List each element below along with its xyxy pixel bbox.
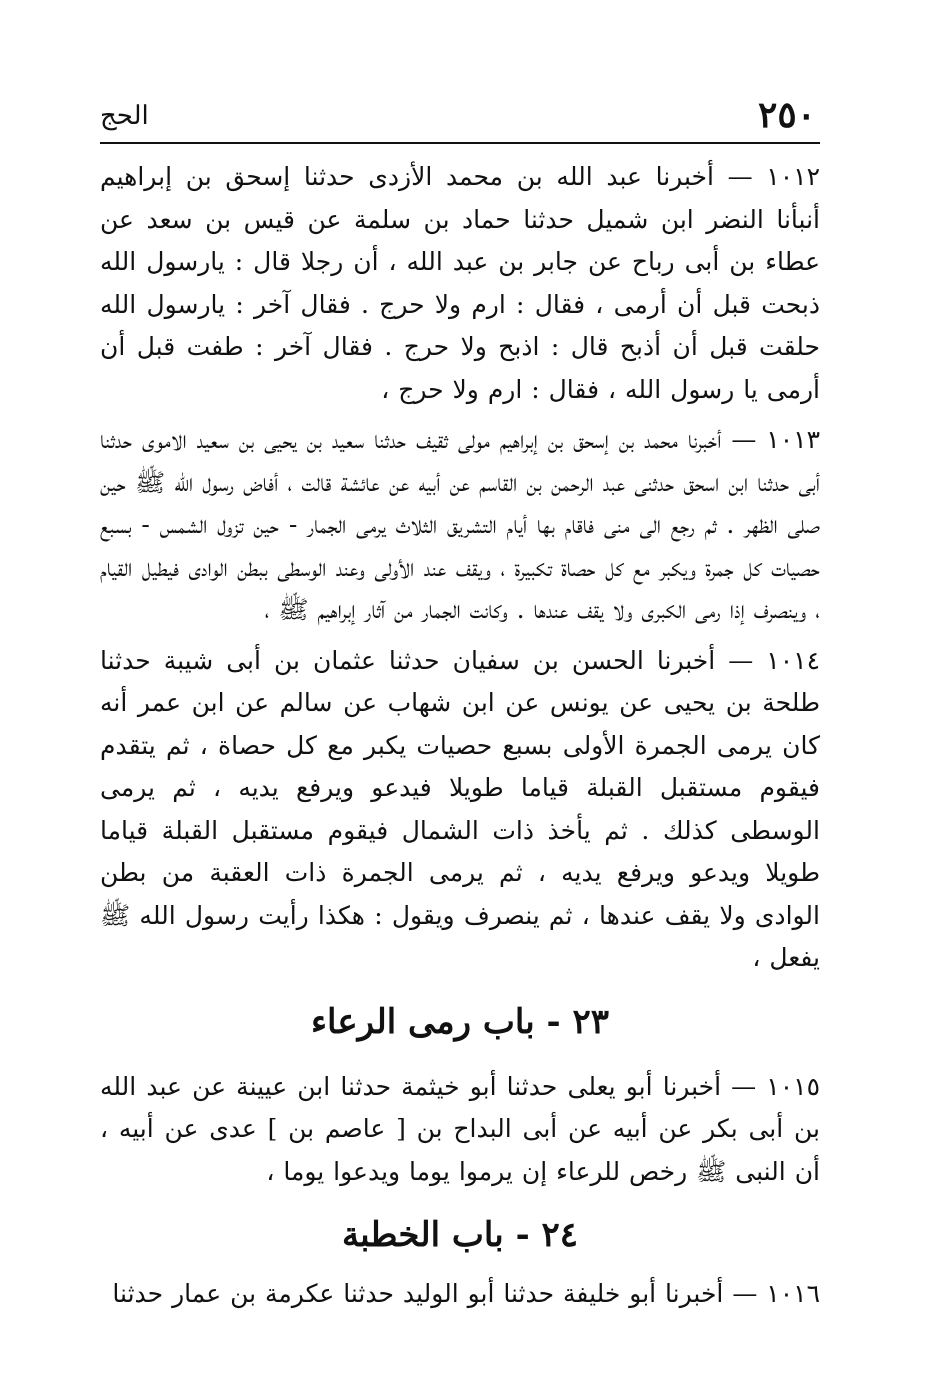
running-head: الحج: [100, 101, 149, 131]
chapter-title-24: ٢٤ - باب الخطبة: [341, 1215, 579, 1255]
page-number: ٢٥٠: [757, 94, 816, 136]
page-header: [100, 92, 820, 144]
hadith-1015: ١٠١٥ — أخبرنا أبو يعلى حدثنا أبو خيثمة حدثنا ابن عيينة عن عبد الله بن أبى بكر عن أبيه عن أبى البداح بن [ عاصم بن ] عدى عن أبيه ، أن النبى ﷺ رخص للرعاء إن يرموا يوما ويدعوا يوما ،: [100, 1071, 820, 1186]
hadith-1013: ١٠١٣ — أخبرنا محمد بن إسحق بن إبراهيم مولى ثقيف حدثنا سعيد بن يحيى بن سعيد الاموى حدثنا أبى حدثنا ابن اسحق حدثنى عبد الرحمن بن القاسم عن أبيه عن عائشة قالت ، أفاض رسول الله ﷺ حين صلى الظهر . ثم رجع الى منى فاقام بها أيام التشريق الثلاث يرمى الجمار - حين تزول الشمس - بسبع حصيات كل جمرة ويكبر مع كل حصاة تكبيرة ، ويقف عند الأولى وعند الوسطى ببطن الوادى فيطيل القيام ، وينصرف إذا رمى الكبرى ولا يقف عندها . وكانت الجمار من آثار إبراهيم ﷺ ،: [100, 425, 820, 624]
book-page: [100, 92, 820, 1352]
hadith-1016: ١٠١٦ — أخبرنا أبو خليفة حدثنا أبو الوليد حدثنا عكرمة بن عمار حدثنا: [112, 1279, 820, 1308]
hadith-1014: ١٠١٤ — أخبرنا الحسن بن سفيان حدثنا عثمان بن أبى شيبة حدثنا طلحة بن يحيى عن يونس عن ابن شهاب عن سالم عن ابن عمر أنه كان يرمى الجمرة الأولى بسبع حصيات يكبر مع كل حصاة ، ثم يتقدم فيقوم مستقبل القبلة قياما طويلا فيدعو ويرفع يديه ، ثم يرمى الوسطى كذلك . ثم يأخذ ذات الشمال فيقوم مستقبل القبلة قياما طويلا ويدعو ويرفع يديه ، ثم يرمى الجمرة ذات العقبة من بطن الوادى ولا يقف عندها ، ثم ينصرف ويقول : هكذا رأيت رسول الله ﷺ يفعل ،: [100, 645, 820, 972]
hadith-1012: ١٠١٢ — أخبرنا عبد الله بن محمد الأزدى حدثنا إسحق بن إبراهيم أنبأنا النضر ابن شميل حدثنا حماد بن سلمة عن قيس بن سعد عن عطاء بن أبى رباح عن جابر بن عبد الله ، أن رجلا قال : يارسول الله ذبحت قبل أن أرمى ، فقال : ارم ولا حرج . فقال آخر : يارسول الله حلقت قبل أن أذبح قال : اذبح ولا حرج . فقال آخر : طفت قبل أن أرمى يا رسول الله ، فقال : ارم ولا حرج ،: [100, 162, 820, 404]
chapter-title-23: ٢٣ - باب رمى الرعاء: [311, 1001, 609, 1042]
